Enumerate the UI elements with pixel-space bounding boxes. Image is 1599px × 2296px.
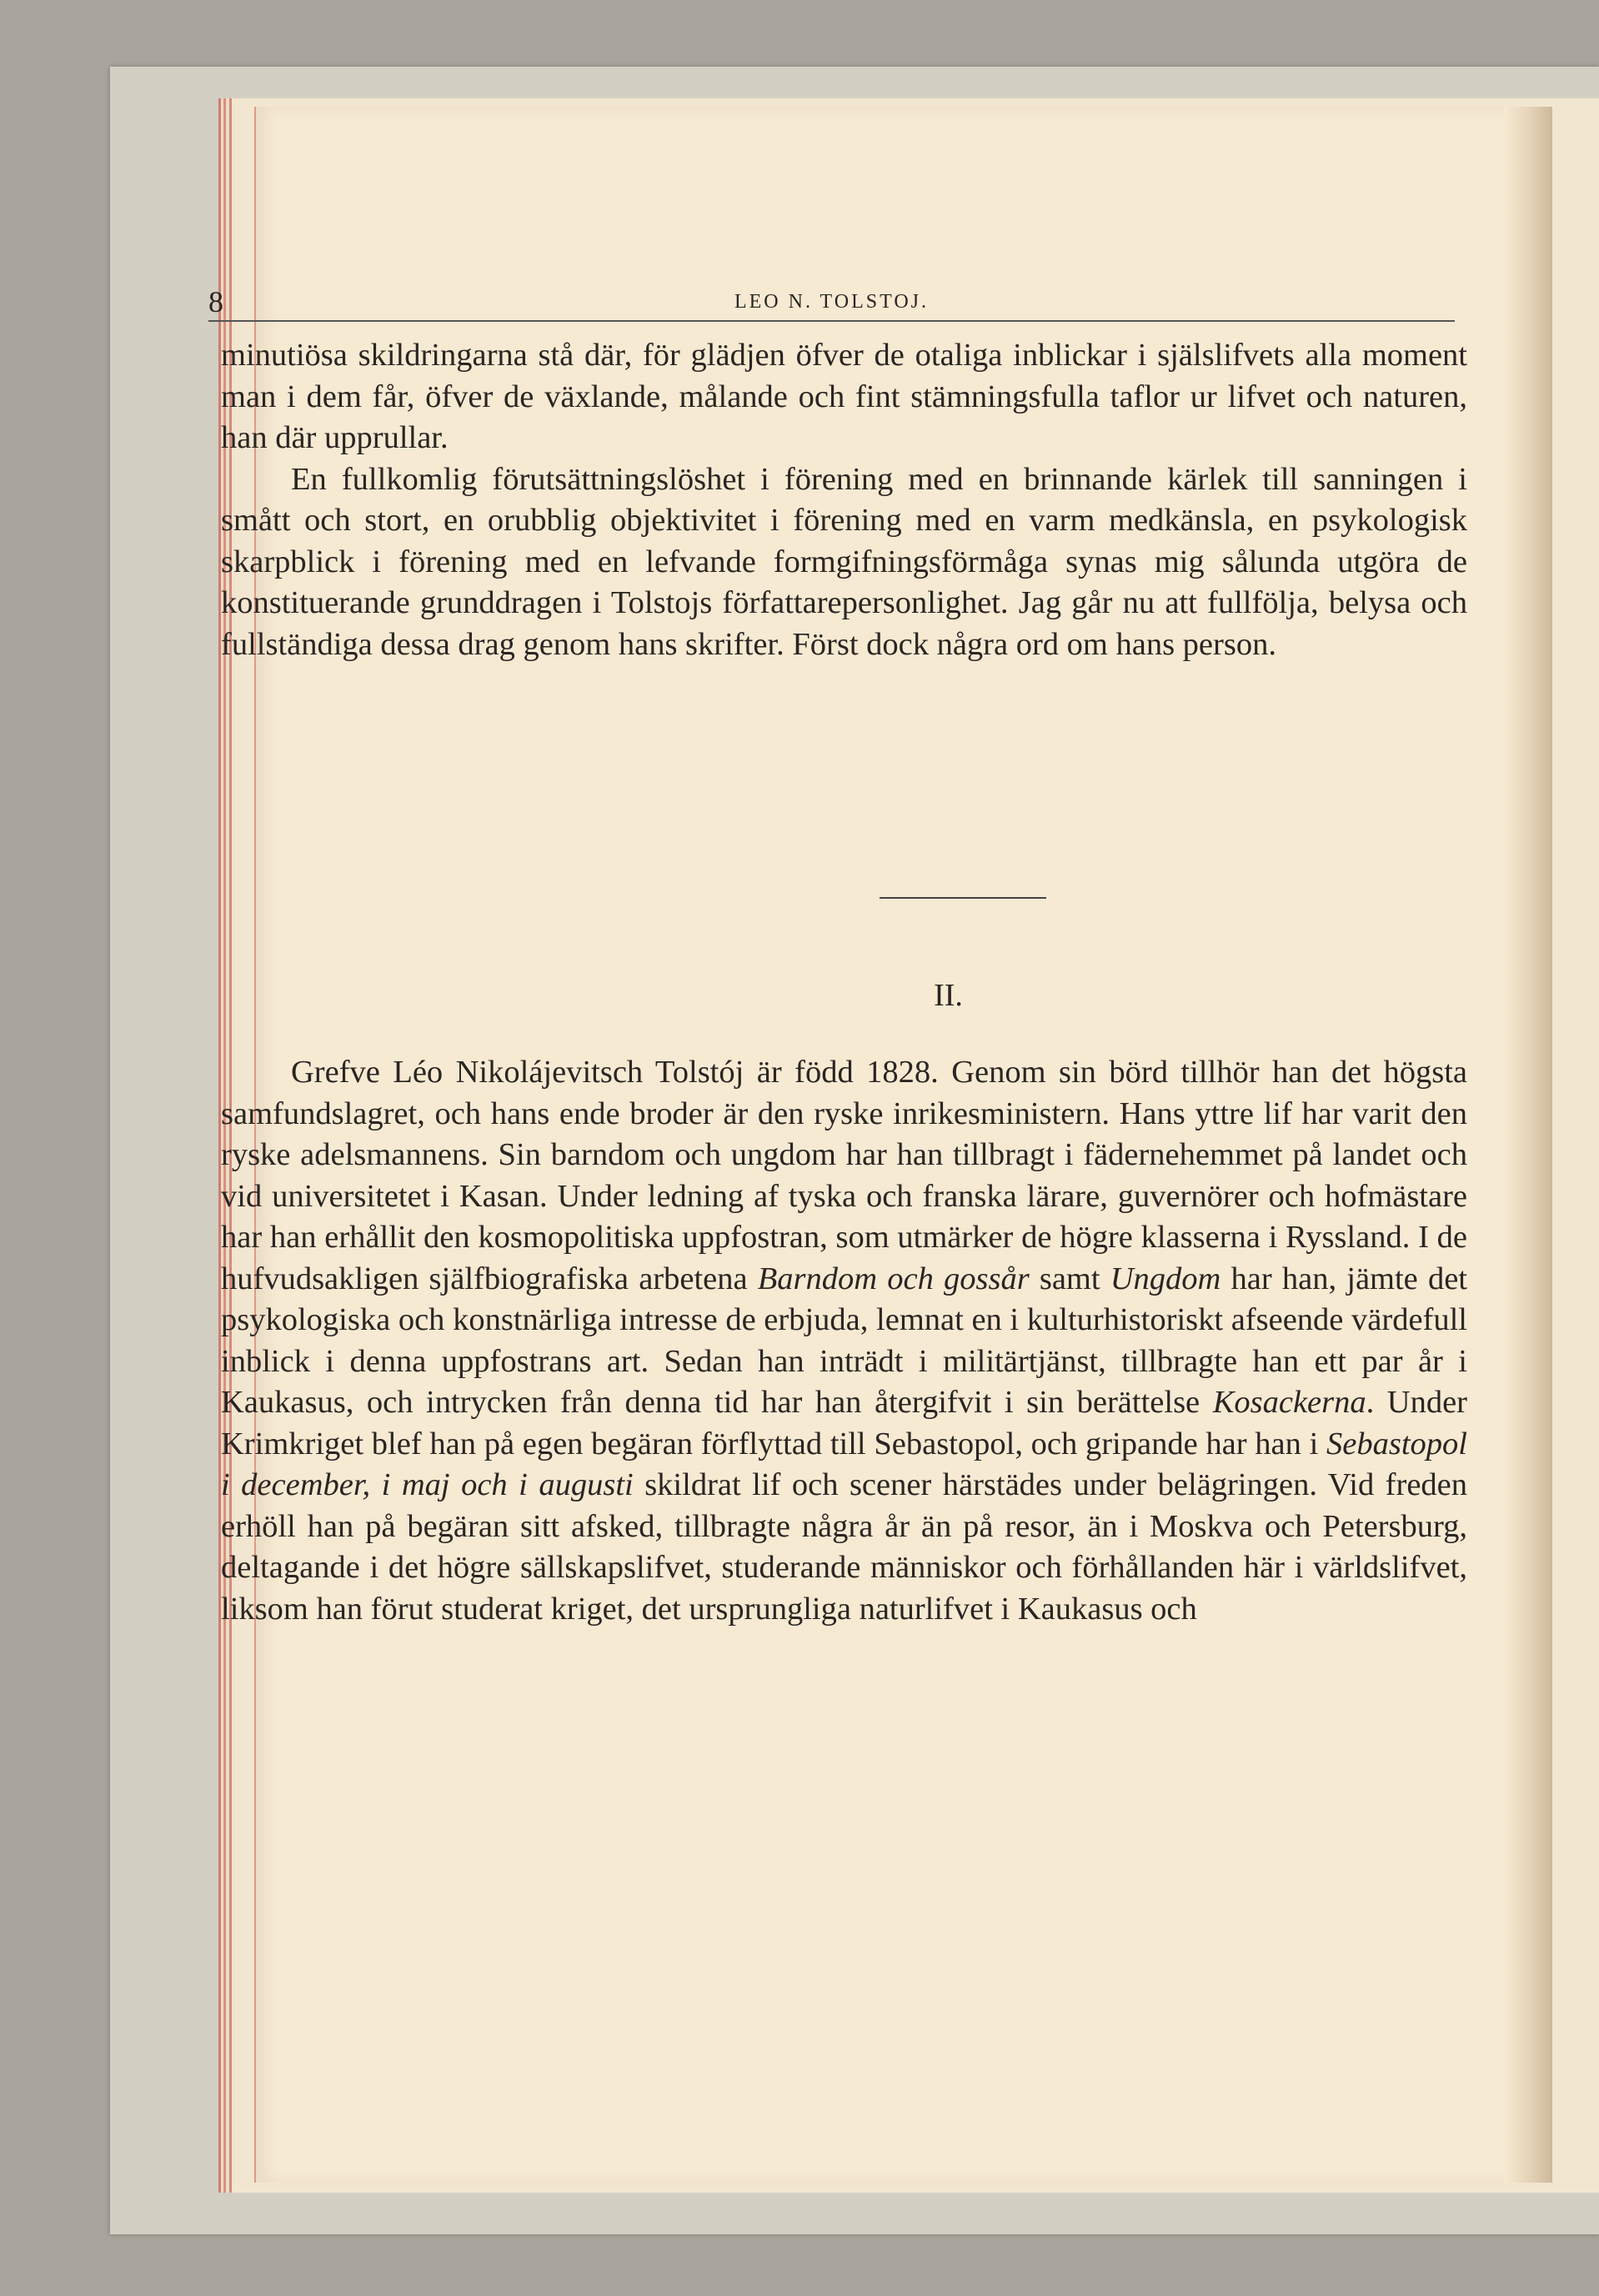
page-gutter <box>1504 107 1552 2183</box>
page-header <box>208 283 1455 322</box>
text-run: . Under Krimkriget blef han på egen begäran förflyttad till Sebastopol, och gripande har han i <box>221 1385 1467 1461</box>
text-block-bottom <box>221 1052 1467 1630</box>
italic-title: Kosackerna <box>1212 1385 1366 1420</box>
paragraph <box>221 1052 1467 1630</box>
section-heading: II. <box>934 978 963 1013</box>
text-run: skildrat lif och scener härstädes under belägringen. Vid freden erhöll han på begäran sitt afsked, tillbragte några år än på resor, än i Moskva och Petersburg, deltagande i det högre sällskapslifvet, studerande människor och förhållanden här i världslifvet, liksom han förut studerat kriget, det ursprungliga naturlifvet i Kaukasus och <box>221 1467 1467 1627</box>
text-block-top <box>221 335 1467 665</box>
paragraph-continued: minutiösa skildringarna stå där, för glädjen öfver de otaliga inblickar i själslifvets alla moment man i dem får, öfver de växlande, målande och fint stämningsfulla taflor ur lifvet och naturen, han där upprullar. <box>221 338 1467 455</box>
italic-title: Sebastopol i december, i maj och i augusti <box>221 1426 1467 1502</box>
page-number: 8 <box>208 285 223 318</box>
text-run: har han, jämte det psykologiska och konstnärliga intresse de erbjuda, lemnat en i kulturhistoriskt afseende värdefull inblick i denna uppfostrans art. Sedan han inträdt i militärtjänst, tillbragte han ett par år i Kaukasus, och intrycken från denna tid har han återgifvit i sin berättelse <box>221 1261 1467 1420</box>
section-divider <box>880 897 1046 899</box>
italic-title: Ungdom <box>1110 1261 1221 1296</box>
running-head: LEO N. TOLSTOJ. <box>734 291 929 313</box>
text-run: Grefve Léo Nikolájevitsch Tolstój är född 1828. Genom sin börd tillhör han det högsta samfundslagret, och hans ende broder är den ryske inrikesministern. Hans yttre lif har varit den ryske adelsmannens. Sin barndom och ungdom har han tillbragt i fädernehemmet på landet och vid universitetet i Kasan. Under ledning af tyska och franska lärare, guvernörer och hofmästare har han erhållit den kosmopolitiska uppfostran, som utmärker de högre klasserna i Ryssland. I de hufvudsakligen själfbiografiska arbetena <box>221 1055 1467 1296</box>
italic-title: Barndom och gossår <box>757 1261 1030 1296</box>
paragraph: En fullkomlig förutsättningslöshet i förening med en brinnande kärlek till sanningen i smått och stort, en orubblig objektivitet i förening med en varm medkänsla, en psykologisk skarpblick i förening med en lefvande formgifningsförmåga synas mig sålunda utgöra de konstituerande grunddragen i Tolstojs författarepersonlighet. Jag går nu att fullfölja, belysa och fullständiga dessa drag genom hans skrifter. Först dock några ord om hans person. <box>221 461 1467 662</box>
text-run: samt <box>1029 1261 1110 1296</box>
